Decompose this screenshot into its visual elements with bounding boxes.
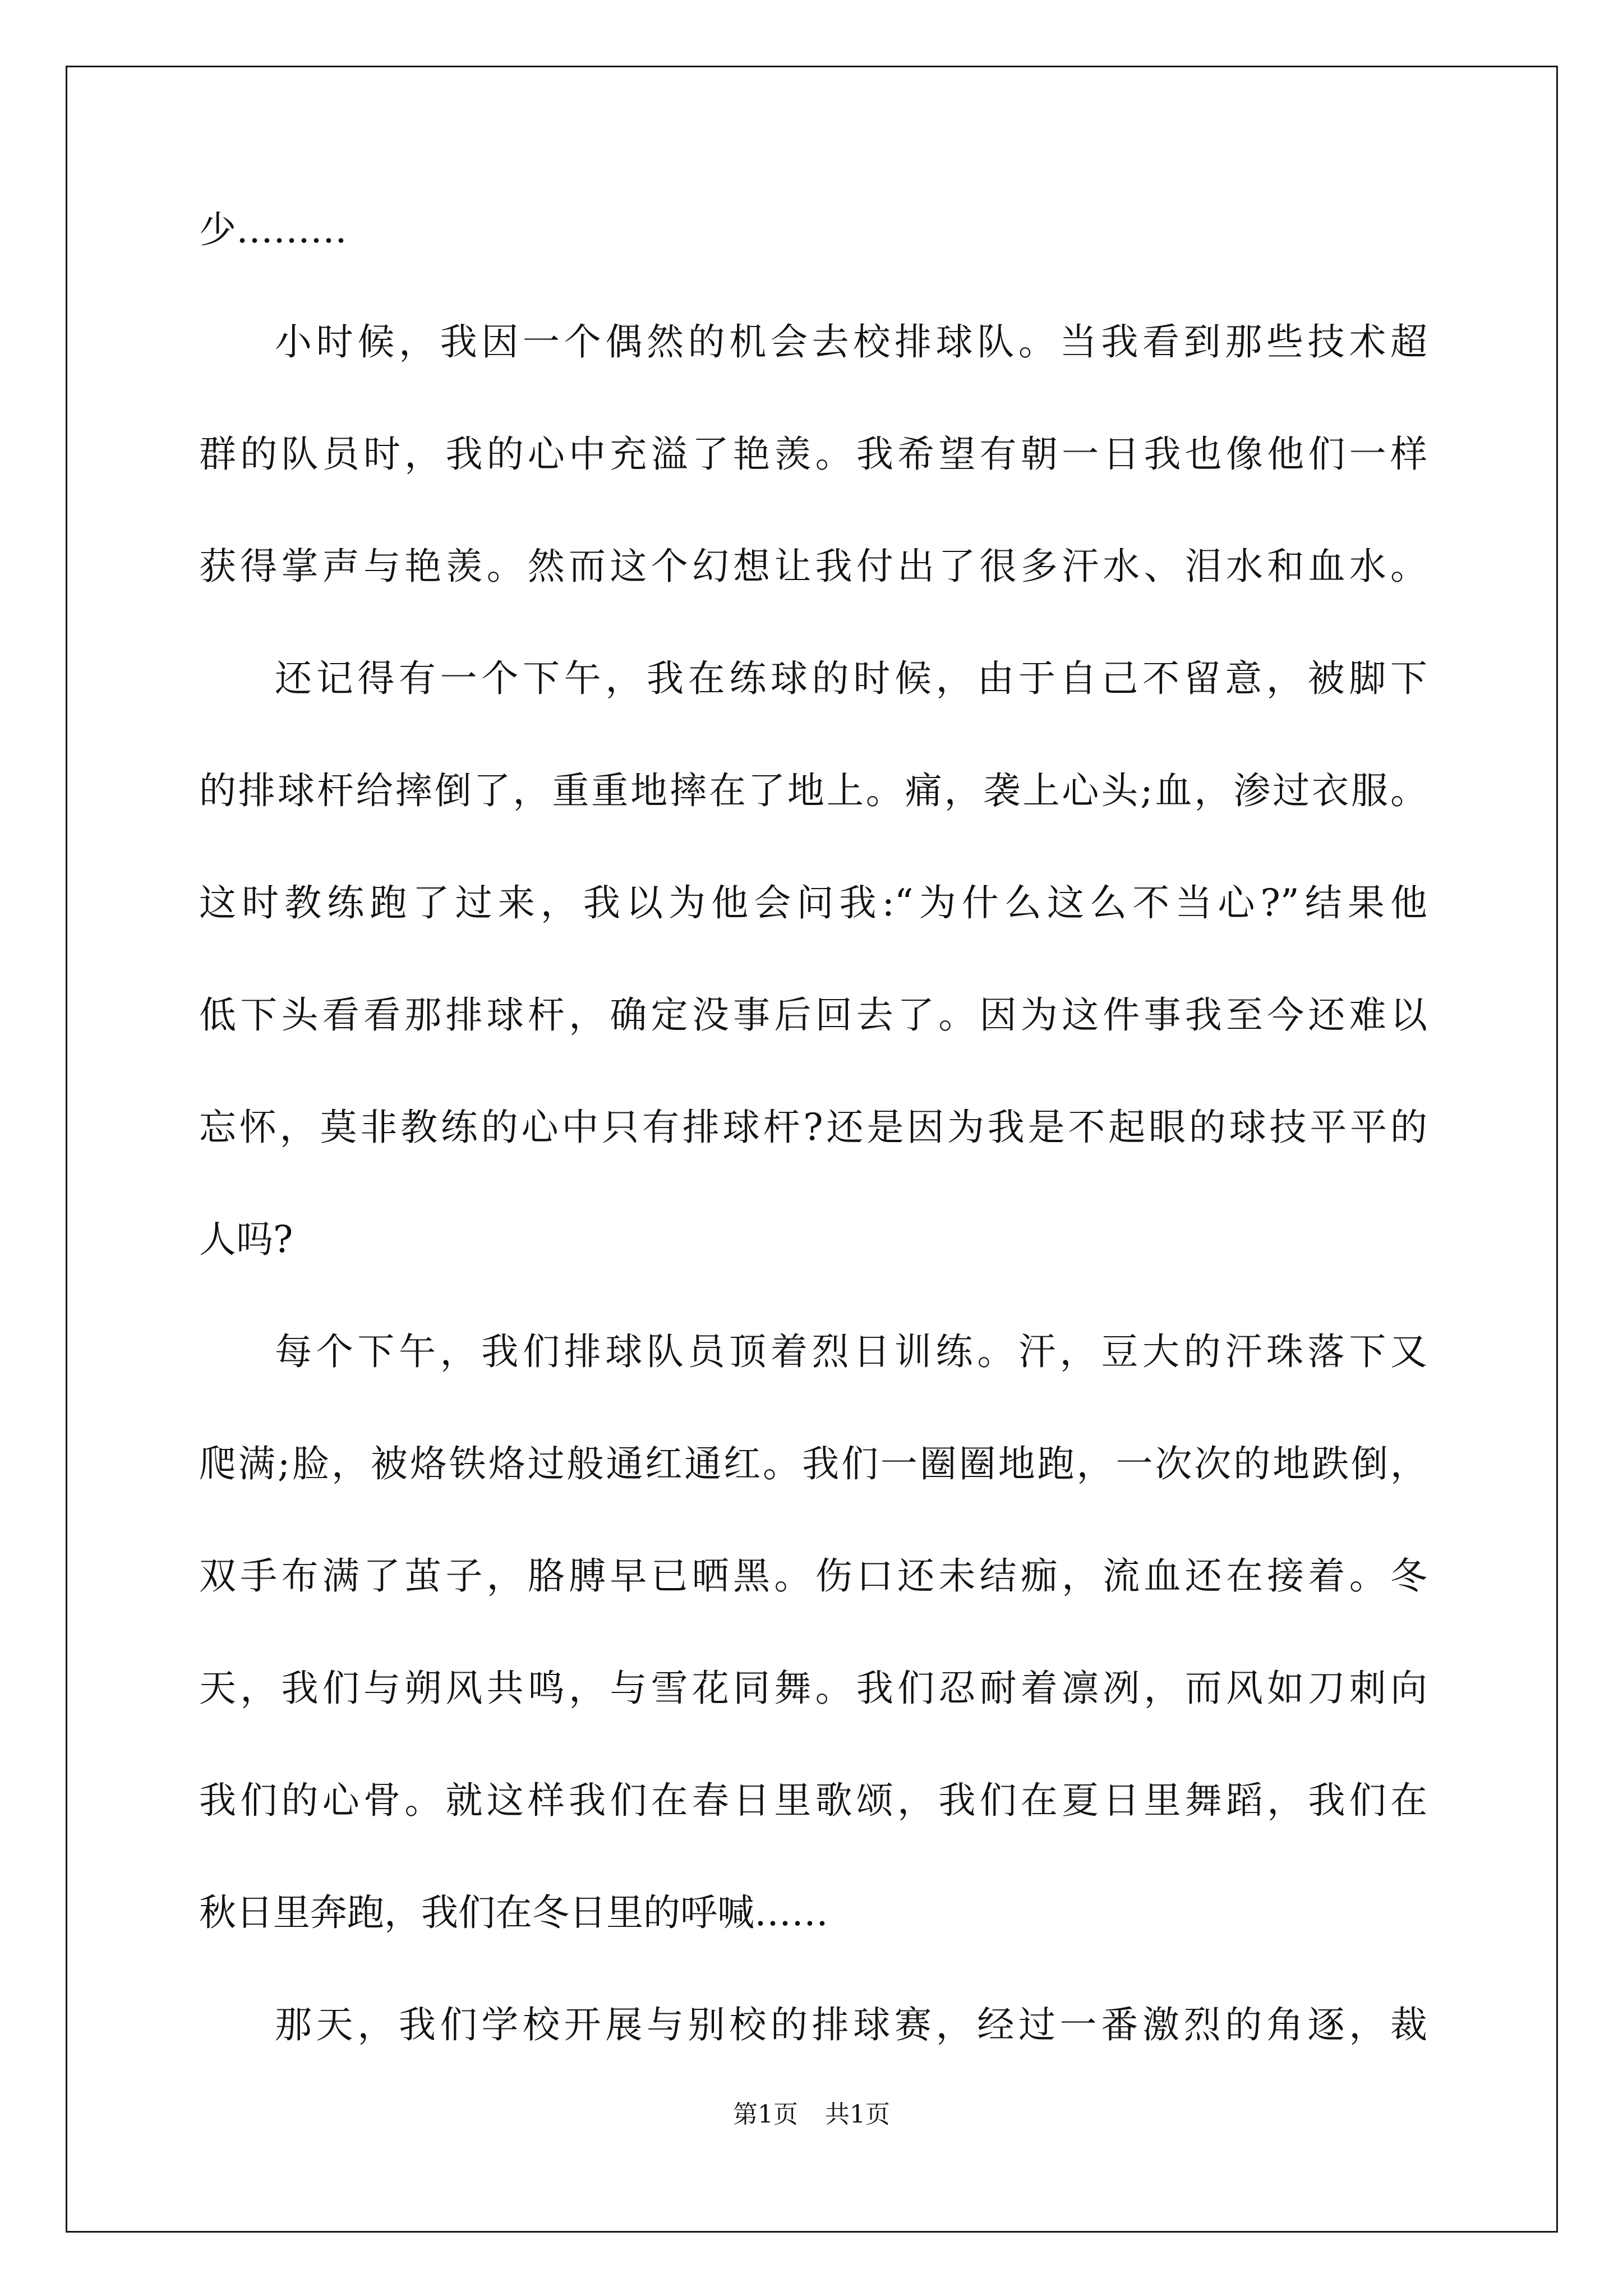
text-line: 天，我们与朔风共鸣，与雪花同舞。我们忍耐着凛冽，而风如刀刺向 [199,1667,1427,1710]
text-line: 每个下午，我们排球队员顶着烈日训练。汗，豆大的汗珠落下又 [275,1330,1427,1373]
page-footer [0,2098,1623,2132]
document-body [199,199,1427,2106]
text-line: 那天，我们学校开展与别校的排球赛，经过一番激烈的角逐，裁 [275,2003,1427,2046]
text-line: 双手布满了茧子，胳膊早已晒黑。伤口还未结痂，流血还在接着。冬 [199,1554,1427,1598]
text-line: 的排球杆给摔倒了，重重地摔在了地上。痛，袭上心头;血，渗过衣服。 [199,769,1427,812]
text-line: 忘怀，莫非教练的心中只有排球杆?还是因为我是不起眼的球技平平的 [199,1106,1427,1149]
page-number: 第1页 [733,2100,798,2129]
text-line: 人吗? [199,1218,293,1261]
text-line: 秋日里奔跑，我们在冬日里的呼喊…… [199,1891,828,1934]
text-line: 群的队员时，我的心中充溢了艳羡。我希望有朝一日我也像他们一样 [199,432,1427,476]
text-line: 我们的心骨。就这样我们在春日里歌颂，我们在夏日里舞蹈，我们在 [199,1779,1427,1822]
text-line: 爬满;脸，被烙铁烙过般通红通红。我们一圈圈地跑，一次次的地跌倒， [199,1442,1427,1485]
text-line: 少……… [199,208,347,251]
text-line: 这时教练跑了过来，我以为他会问我:“为什么这么不当心?”结果他 [199,881,1427,924]
text-line: 还记得有一个下午，我在练球的时候，由于自己不留意，被脚下 [275,657,1427,700]
text-line: 低下头看看那排球杆，确定没事后回去了。因为这件事我至今还难以 [199,993,1427,1037]
text-line: 小时候，我因一个偶然的机会去校排球队。当我看到那些技术超 [275,320,1427,364]
text-line: 获得掌声与艳羡。然而这个幻想让我付出了很多汗水、泪水和血水。 [199,545,1427,588]
page-total: 共1页 [825,2100,890,2129]
